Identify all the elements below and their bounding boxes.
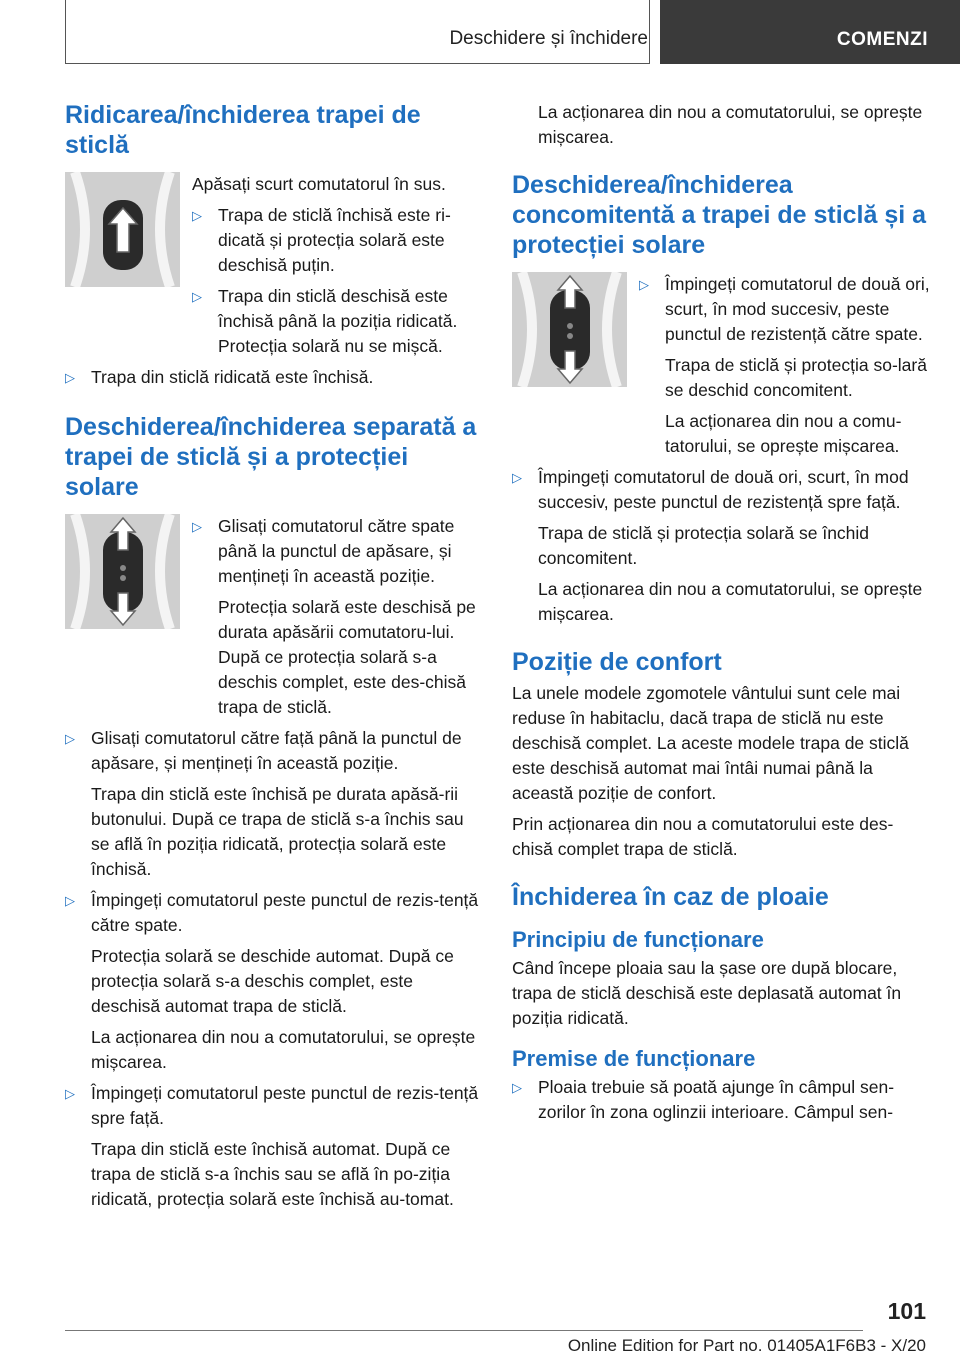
list-item-text: Trapa de sticlă închisă este ri‐dicată și protecția solară este deschisă puțin. bbox=[218, 205, 451, 275]
list-item-text: Împingeți comutatorul peste punctul de rezis‐tență spre față. bbox=[91, 1083, 479, 1128]
list-item-note: Trapa de sticlă și protecția solară se închid concomitent. bbox=[538, 523, 870, 568]
bullet-triangle-icon: ▷ bbox=[512, 470, 522, 485]
separate-text bbox=[192, 514, 480, 720]
header-bottom-rule bbox=[65, 63, 650, 64]
bullet-triangle-icon: ▷ bbox=[192, 519, 202, 534]
concurrent-text bbox=[639, 272, 932, 459]
heading-rain-close: Închiderea în caz de ploaie bbox=[512, 883, 829, 911]
list-item-text: Glisați comutatorul către față până la punctul de apăsare, și mențineți în această poziție. bbox=[91, 728, 462, 773]
comfort-paragraph: La unele modele zgomotele vântului sunt cele mai reduse în habitaclu, dacă trapa de sticlă nu este deschisă complet. La aceste modele trapa de sticlă este deschisă automat mai întâi numai până la această poziție de confort. bbox=[512, 683, 909, 803]
separate-block bbox=[65, 514, 480, 720]
list-item-text: Împingeți comutatorul peste punctul de rezis‐tență către spate. bbox=[91, 890, 479, 935]
heading-comfort: Poziție de confort bbox=[512, 648, 722, 676]
raise-close-block bbox=[65, 172, 480, 359]
list-item-note: Protecția solară este deschisă pe durata apăsării comutatoru‐lui. După ce protecția solară s-a deschis complet, este des‐chisă trapa de sticlă. bbox=[218, 597, 476, 717]
list-item bbox=[639, 272, 932, 459]
list-item bbox=[192, 203, 480, 278]
footer-edition: Online Edition for Part no. 01405A1F6B3 - X/20 bbox=[567, 1336, 926, 1355]
list-item-text: Împingeți comutatorul de două ori, scurt, în mod succesiv, peste punctul de rezistență către spate. bbox=[665, 274, 930, 344]
header-left-rule bbox=[65, 0, 66, 64]
list-item-text: Glisați comutatorul către spate până la punctul de apăsare, și mențineți în această poziție. bbox=[218, 516, 455, 586]
list-item-text: Împingeți comutatorul de două ori, scurt, în mod succesiv, peste punctul de rezistență spre față. bbox=[538, 467, 909, 512]
list-item-note: La acționarea din nou a comu‐tatorului, se oprește mișcarea. bbox=[665, 411, 902, 456]
subheading-principle: Principiu de funcționare bbox=[512, 927, 764, 952]
bullet-triangle-icon: ▷ bbox=[512, 1080, 522, 1095]
left-column bbox=[65, 100, 480, 1212]
list-item bbox=[512, 1075, 932, 1125]
comfort-paragraph-2: Prin acționarea din nou a comutatorului este des‐chisă complet trapa de sticlă. bbox=[512, 814, 894, 859]
list-item bbox=[65, 888, 480, 1075]
list-item-note: Trapa de sticlă și protecția so‐lară se deschid concomitent. bbox=[665, 355, 927, 400]
list-item bbox=[65, 365, 480, 390]
switch-illustration-slide bbox=[65, 514, 180, 629]
bullet-triangle-icon: ▷ bbox=[65, 1086, 75, 1101]
list-item bbox=[65, 726, 480, 882]
principle-paragraph: Când începe ploaia sau la șase ore după blocare, trapa de sticlă deschisă este deplasată automat în poziția ridicată. bbox=[512, 958, 902, 1028]
list-item-text: Ploaia trebuie să poată ajunge în câmpul sen‐zorilor în zona oglinzii interioare. Câmpul sen‐ bbox=[538, 1077, 895, 1122]
header-chapter-tab: COMENZI bbox=[660, 0, 960, 64]
list-item bbox=[192, 514, 480, 720]
right-column bbox=[512, 100, 932, 1125]
list-item-note: Protecția solară se deschide automat. După ce protecția solară s-a deschis complet, este deschisă automat trapa de sticlă. bbox=[91, 946, 454, 1016]
bullet-triangle-icon: ▷ bbox=[65, 893, 75, 908]
list-item-text: Trapa din sticlă deschisă este închisă până la poziția ridicată. Protecția solară nu se mișcă. bbox=[218, 286, 458, 356]
heading-separate: Deschiderea/închiderea separată a trapei de sticlă și a protecției solare bbox=[65, 413, 477, 501]
bullet-triangle-icon: ▷ bbox=[65, 370, 75, 385]
bullet-triangle-icon: ▷ bbox=[639, 277, 649, 292]
switch-illustration-double bbox=[512, 272, 627, 387]
switch-illustration-up bbox=[65, 172, 180, 287]
heading-concurrent: Deschiderea/închiderea concomitentă a trapei de sticlă și a protecției solare bbox=[512, 171, 927, 259]
bullet-triangle-icon: ▷ bbox=[192, 208, 202, 223]
bullet-triangle-icon: ▷ bbox=[192, 289, 202, 304]
raise-close-intro: Apăsați scurt comutatorul în sus. bbox=[192, 174, 446, 194]
heading-raise-close: Ridicarea/închiderea trapei de sticlă bbox=[65, 101, 421, 159]
list-item-text: Trapa din sticlă ridicată este închisă. bbox=[91, 367, 374, 387]
footer-rule bbox=[65, 1330, 863, 1331]
subheading-prerequisites: Premise de funcționare bbox=[512, 1046, 756, 1071]
raise-close-text bbox=[192, 172, 480, 359]
header-divider bbox=[649, 0, 650, 64]
list-item-note: Trapa din sticlă este închisă automat. După ce trapa de sticlă s-a închis sau se află în po‐ziția ridicată, protecția solară este închisă au‐tomat. bbox=[91, 1139, 454, 1209]
bullet-triangle-icon: ▷ bbox=[65, 731, 75, 746]
list-item-note: La acționarea din nou a comutatorului, se oprește mișcarea. bbox=[538, 579, 923, 624]
header-section-title: Deschidere și închidere bbox=[449, 28, 648, 49]
list-item-note: Trapa din sticlă este închisă pe durata apăsă‐rii butonului. După ce trapa de sticlă s-a închis sau se află în poziția ridicată, protecția solară este închisă. bbox=[91, 784, 464, 879]
list-item bbox=[65, 1081, 480, 1212]
concurrent-block bbox=[512, 272, 932, 459]
list-item bbox=[192, 284, 480, 359]
list-item bbox=[512, 465, 932, 627]
list-item-note: La acționarea din nou a comutatorului, se oprește mișcarea. bbox=[91, 1027, 476, 1072]
page-number: 101 bbox=[887, 1298, 926, 1324]
continued-note: La acționarea din nou a comutatorului, se oprește mișcarea. bbox=[538, 102, 923, 147]
